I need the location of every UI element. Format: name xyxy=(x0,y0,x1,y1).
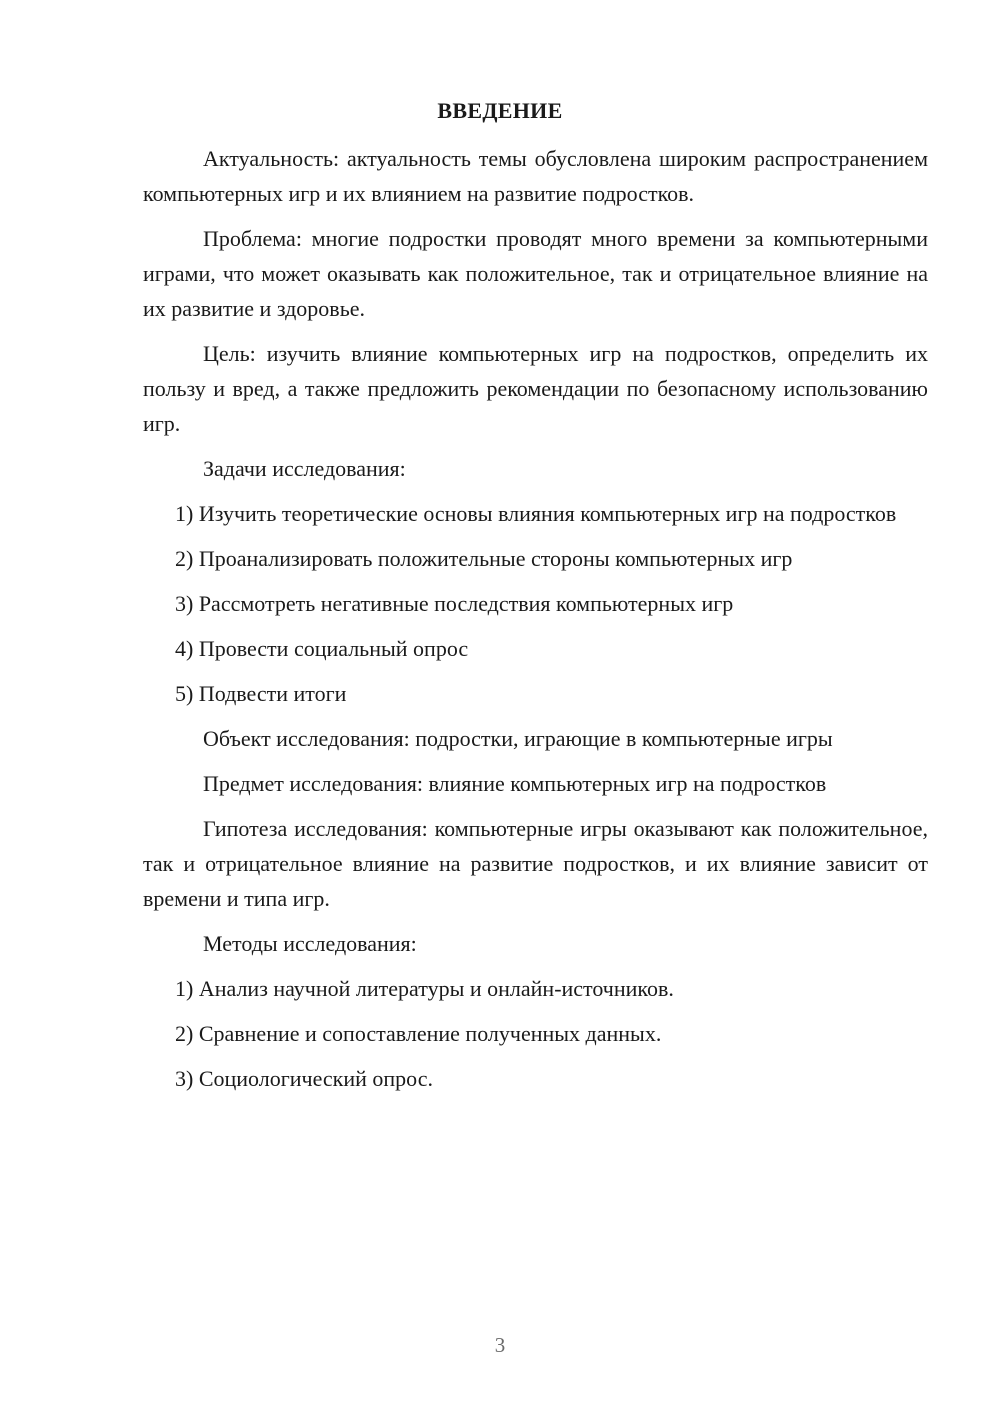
tasks-heading: Задачи исследования: xyxy=(203,456,406,481)
task-item-5: 5) Подвести итоги xyxy=(175,681,347,706)
task-item-2: 2) Проанализировать положительные стороны компьютерных игр xyxy=(175,546,793,571)
page-number: 3 xyxy=(494,1333,506,1357)
problem-paragraph: Проблема: многие подростки проводят много времени за компьютерными играми, что может оказывать как положительное, так и отрицательное влияние на их развитие и здоровье. xyxy=(143,226,928,321)
object-paragraph: Объект исследования: подростки, играющие в компьютерные игры xyxy=(203,726,833,751)
task-item-1: 1) Изучить теоретические основы влияния компьютерных игр на подростков xyxy=(175,501,897,526)
hypothesis-paragraph: Гипотеза исследования: компьютерные игры оказывают как положительное, так и отрицательное влияние на развитие подростков, и их влияние зависит от времени и типа игр. xyxy=(143,816,928,911)
method-item-3: 3) Социологический опрос. xyxy=(175,1066,433,1091)
relevance-paragraph: Актуальность: актуальность темы обусловлена широким распространением компьютерных игр и их влиянием на развитие подростков. xyxy=(143,146,928,206)
method-item-2: 2) Сравнение и сопоставление полученных данных. xyxy=(175,1021,662,1046)
section-title: ВВЕДЕНИЕ xyxy=(437,98,563,123)
document-body xyxy=(143,141,928,1106)
methods-heading: Методы исследования: xyxy=(203,931,417,956)
task-item-4: 4) Провести социальный опрос xyxy=(175,636,469,661)
task-item-3: 3) Рассмотреть негативные последствия компьютерных игр xyxy=(175,591,734,616)
subject-paragraph: Предмет исследования: влияние компьютерных игр на подростков xyxy=(203,771,827,796)
method-item-1: 1) Анализ научной литературы и онлайн-источников. xyxy=(175,976,674,1001)
goal-paragraph: Цель: изучить влияние компьютерных игр на подростков, определить их пользу и вред, а также предложить рекомендации по безопасному использованию игр. xyxy=(143,341,928,436)
